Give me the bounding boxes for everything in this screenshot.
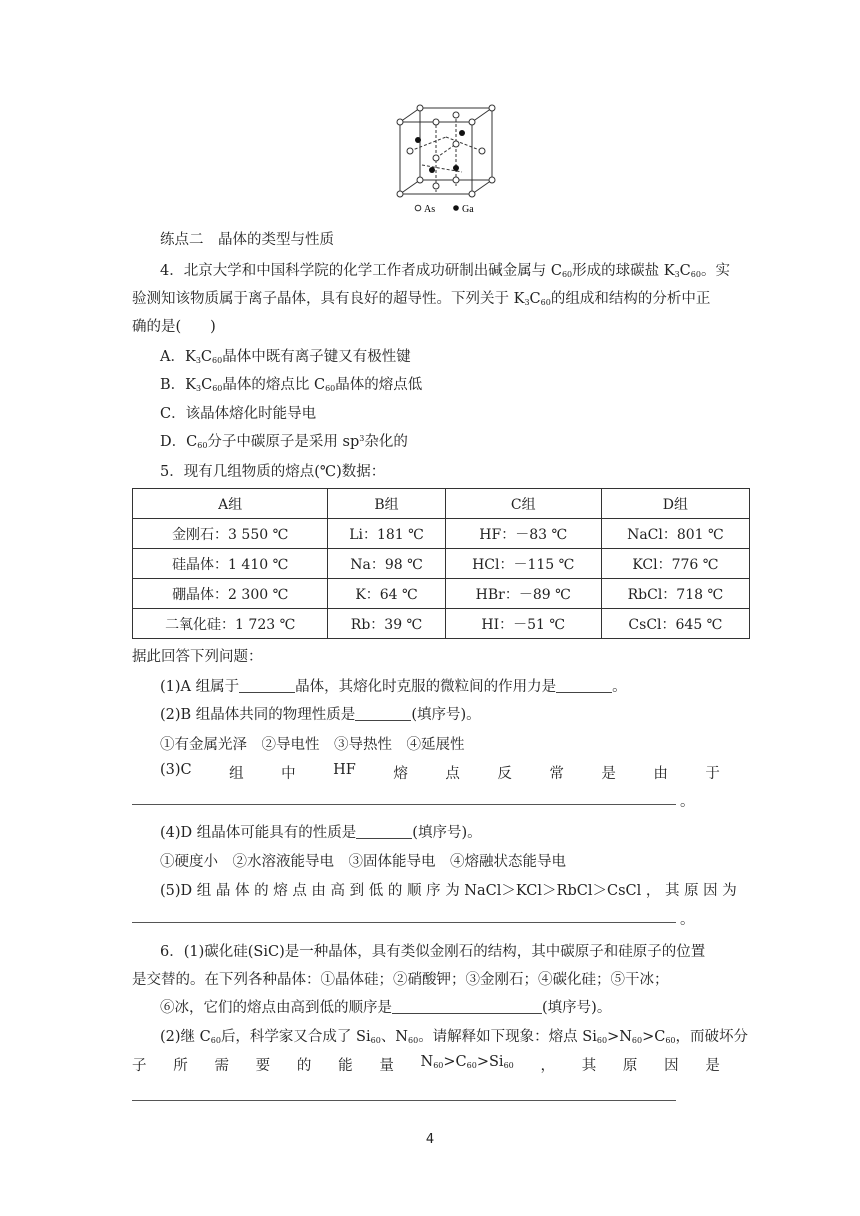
q6-line3: ⑥冰，它们的熔点由高到低的顺序是 (填序号)。 xyxy=(160,1000,612,1016)
table-cell: HI：－51 ℃ xyxy=(445,609,601,639)
q5-part3-end: 。 xyxy=(680,794,695,810)
table-cell: KCl：776 ℃ xyxy=(601,549,749,579)
energy-order-formula: $N_{60}>C_{60}>Si_{60}$ xyxy=(420,1054,514,1070)
q4-option-d: D．$C_{60}$分子中碳原子是采用 $sp^3$杂化的 xyxy=(160,434,408,450)
table-header: C组 xyxy=(445,489,601,519)
q4-option-b: B．$K_3C_{60}$晶体的熔点比 $C_{60}$晶体的熔点低 xyxy=(160,377,423,393)
ga-legend-marker xyxy=(453,205,459,211)
answer-blank[interactable] xyxy=(392,999,542,1014)
as-legend-marker xyxy=(415,205,421,211)
table-cell: HCl：－115 ℃ xyxy=(445,549,601,579)
q5-part3: (3)C 组 中 HF 熔 点 反 常 是 由 于 xyxy=(160,762,720,782)
q4-line1: 4．北京大学和中国科学院的化学工作者成功研制出碱金属与 $C_{60}$形成的球碳盐 $K_3C_{60}$。实 xyxy=(160,263,730,279)
q5-answer-intro: 据此回答下列问题： xyxy=(132,649,263,665)
q4-line3: 确的是( ) xyxy=(132,319,216,335)
table-cell: 硅晶体：1 410 ℃ xyxy=(133,549,328,579)
melting-point-table xyxy=(132,488,750,639)
table-cell: Li：181 ℃ xyxy=(328,519,445,549)
answer-blank[interactable] xyxy=(355,706,411,721)
answer-blank[interactable] xyxy=(239,678,295,693)
table-cell: 金刚石：3 550 ℃ xyxy=(133,519,328,549)
q6-line5: 子 所 需 要 的 能 量 $N_{60}>C_{60}>Si_{60}$ ， 其 原 因 是 xyxy=(132,1054,720,1074)
page-number: 4 xyxy=(425,1132,435,1147)
table-header-row xyxy=(133,489,750,519)
table-header: D组 xyxy=(601,489,749,519)
q5-part4-options: ①硬度小 ②水溶液能导电 ③固体能导电 ④熔融状态能导电 xyxy=(160,854,566,870)
q6-line4: (2)继 $C_{60}$后，科学家又合成了 $Si_{60}$、$N_{60}$。请解释如下现象：熔点 $Si_{60}>N_{60}>C_{60}$，而破坏分 xyxy=(160,1029,749,1045)
answer-line[interactable] xyxy=(132,1100,676,1101)
table-row xyxy=(133,609,750,639)
table-cell: K：64 ℃ xyxy=(328,579,445,609)
legend-as: As xyxy=(424,204,436,215)
table-cell: Na：98 ℃ xyxy=(328,549,445,579)
table-cell: HF：－83 ℃ xyxy=(445,519,601,549)
table-cell: Rb：39 ℃ xyxy=(328,609,445,639)
answer-line[interactable] xyxy=(132,804,676,805)
table-cell: 二氧化硅：1 723 ℃ xyxy=(133,609,328,639)
answer-blank[interactable] xyxy=(556,678,612,693)
q5-intro: 5．现有几组物质的熔点(℃)数据： xyxy=(160,464,386,480)
q4-option-a: A．$K_3C_{60}$晶体中既有离子键又有极性键 xyxy=(160,349,411,365)
table-row xyxy=(133,549,750,579)
table-cell: RbCl：718 ℃ xyxy=(601,579,749,609)
q5-part2-options: ①有金属光泽 ②导电性 ③导热性 ④延展性 xyxy=(160,737,465,753)
table-cell: CsCl：645 ℃ xyxy=(601,609,749,639)
answer-line[interactable] xyxy=(132,922,676,923)
answer-blank[interactable] xyxy=(356,824,412,839)
table-header: B组 xyxy=(328,489,445,519)
table-cell: HBr：－89 ℃ xyxy=(445,579,601,609)
table-cell: NaCl：801 ℃ xyxy=(601,519,749,549)
crystal-structure-figure xyxy=(392,100,502,218)
q4-line2: 验测知该物质属于离子晶体，具有良好的超导性。下列关于 $K_3C_{60}$的组成和结构的分析中正 xyxy=(132,291,711,307)
q6-line2: 是交替的。在下列各种晶体：①晶体硅；②硝酸钾；③金刚石；④碳化硅；⑤干冰； xyxy=(132,972,669,988)
table-cell: 硼晶体：2 300 ℃ xyxy=(133,579,328,609)
legend-ga: Ga xyxy=(462,204,474,215)
table-header: A组 xyxy=(133,489,328,519)
q6-line1: 6．(1)碳化硅(SiC)是一种晶体，具有类似金刚石的结构，其中碳原子和硅原子的位置 xyxy=(160,944,706,960)
q5-part5-end: 。 xyxy=(680,912,695,928)
section-title: 练点二 晶体的类型与性质 xyxy=(160,232,334,248)
table-row xyxy=(133,579,750,609)
table-row xyxy=(133,519,750,549)
q4-option-c: C．该晶体熔化时能导电 xyxy=(160,406,317,422)
q5-part2: (2)B 组晶体共同的物理性质是 (填序号)。 xyxy=(160,707,481,723)
q5-part4: (4)D 组晶体可能具有的性质是 (填序号)。 xyxy=(160,825,482,841)
q5-part5: (5)D 组 晶 体 的 熔 点 由 高 到 低 的 顺 序 为 NaCl＞KCl＞RbCl＞CsCl ， 其 原 因 为 xyxy=(160,883,737,899)
q5-part1: (1)A 组属于 晶体，其熔化时克服的微粒间的作用力是 。 xyxy=(160,679,627,695)
